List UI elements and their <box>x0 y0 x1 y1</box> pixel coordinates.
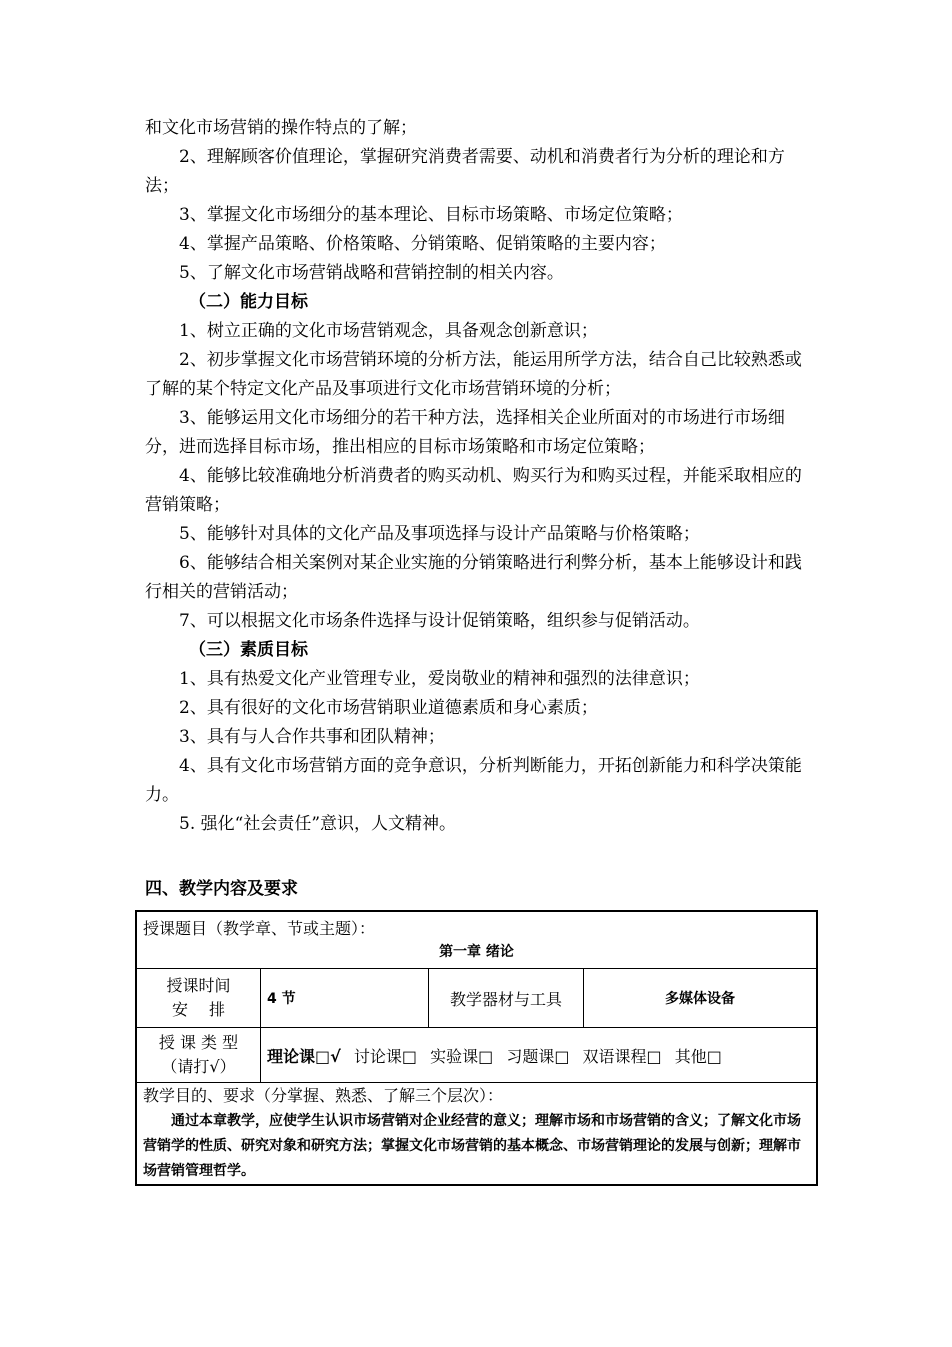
subheading-quality: （三）素质目标 <box>189 640 308 660</box>
table-row <box>136 1028 817 1083</box>
paragraph: 3、能够运用文化市场细分的若干种方法，选择相关企业所面对的市场进行市场细分，进而选择目标市场，推出相应的目标市场策略和市场定位策略； <box>145 408 785 457</box>
objective-text: 通过本章教学，应使学生认识市场营销对企业经营的意义；理解市场和市场营销的含义；了解文化市场营销学的性质、研究对象和研究方法；掌握文化市场营销的基本概念、市场营销理论的发展与创新；理解市场营销管理哲学。 <box>143 1113 801 1179</box>
paragraph: 3、具有与人合作共事和团队精神； <box>179 727 445 747</box>
objective-label: 教学目的、要求（分掌握、熟悉、了解三个层次）： <box>143 1086 504 1105</box>
paragraph: 和文化市场营销的操作特点的了解； <box>145 118 417 138</box>
time-value: 4 节 <box>261 969 429 1028</box>
type-label-line1: 授 课 类 型 <box>158 1033 239 1052</box>
paragraph: 1、树立正确的文化市场营销观念，具备观念创新意识； <box>179 321 598 341</box>
time-label-line2: 安 排 <box>171 1000 226 1019</box>
body-text <box>145 114 813 839</box>
equipment-value: 多媒体设备 <box>584 969 818 1028</box>
equipment-label: 教学器材与工具 <box>429 969 584 1028</box>
time-label-line1: 授课时间 <box>166 976 231 995</box>
table-row <box>136 1083 817 1186</box>
table-row <box>136 911 817 969</box>
table-row <box>136 969 817 1028</box>
chapter-title: 第一章 绪论 <box>439 944 514 960</box>
type-options <box>261 1028 818 1083</box>
paragraph: 3、掌握文化市场细分的基本理论、目标市场策略、市场定位策略； <box>179 205 683 225</box>
topic-cell <box>136 911 817 969</box>
option-theory[interactable]: 理论课□√ <box>267 1046 341 1066</box>
subheading-ability: （二）能力目标 <box>189 292 308 312</box>
option-experiment[interactable]: 实验课□ <box>430 1046 494 1066</box>
paragraph: 2、具有很好的文化市场营销职业道德素质和身心素质； <box>179 698 598 718</box>
option-other[interactable]: 其他□ <box>674 1046 722 1066</box>
objective-cell <box>136 1083 817 1186</box>
type-label-line2: （请打√） <box>161 1057 236 1076</box>
option-exercise[interactable]: 习题课□ <box>506 1046 570 1066</box>
option-bilingual[interactable]: 双语课程□ <box>582 1046 662 1066</box>
paragraph: 2、初步掌握文化市场营销环境的分析方法，能运用所学方法，结合自己比较熟悉或了解的某个特定文化产品及事项进行文化市场营销环境的分析； <box>145 350 802 399</box>
type-label-cell <box>136 1028 261 1083</box>
option-discussion[interactable]: 讨论课□ <box>353 1046 418 1066</box>
paragraph: 4、能够比较准确地分析消费者的购买动机、购买行为和购买过程，并能采取相应的营销策略； <box>145 466 802 515</box>
paragraph: 5、了解文化市场营销战略和营销控制的相关内容。 <box>179 263 564 283</box>
paragraph: 5、能够针对具体的文化产品及事项选择与设计产品策略与价格策略； <box>179 524 700 544</box>
paragraph: 2、理解顾客价值理论，掌握研究消费者需要、动机和消费者行为分析的理论和方法； <box>145 147 785 196</box>
paragraph: 1、具有热爱文化产业管理专业，爱岗敬业的精神和强烈的法律意识； <box>179 669 700 689</box>
paragraph: 4、具有文化市场营销方面的竞争意识，分析判断能力，开拓创新能力和科学决策能力。 <box>145 756 802 805</box>
course-info-table <box>135 910 818 1186</box>
paragraph: 6、能够结合相关案例对某企业实施的分销策略进行利弊分析，基本上能够设计和践行相关的营销活动； <box>145 553 802 602</box>
paragraph: 4、掌握产品策略、价格策略、分销策略、促销策略的主要内容； <box>179 234 666 254</box>
topic-label: 授课题目（教学章、节或主题）： <box>143 919 376 938</box>
paragraph: 5. 强化“社会责任”意识，人文精神。 <box>179 814 457 834</box>
section-title: 四、教学内容及要求 <box>145 879 298 899</box>
time-label-cell <box>136 969 261 1028</box>
paragraph: 7、可以根据文化市场条件选择与设计促销策略，组织参与促销活动。 <box>179 611 700 631</box>
